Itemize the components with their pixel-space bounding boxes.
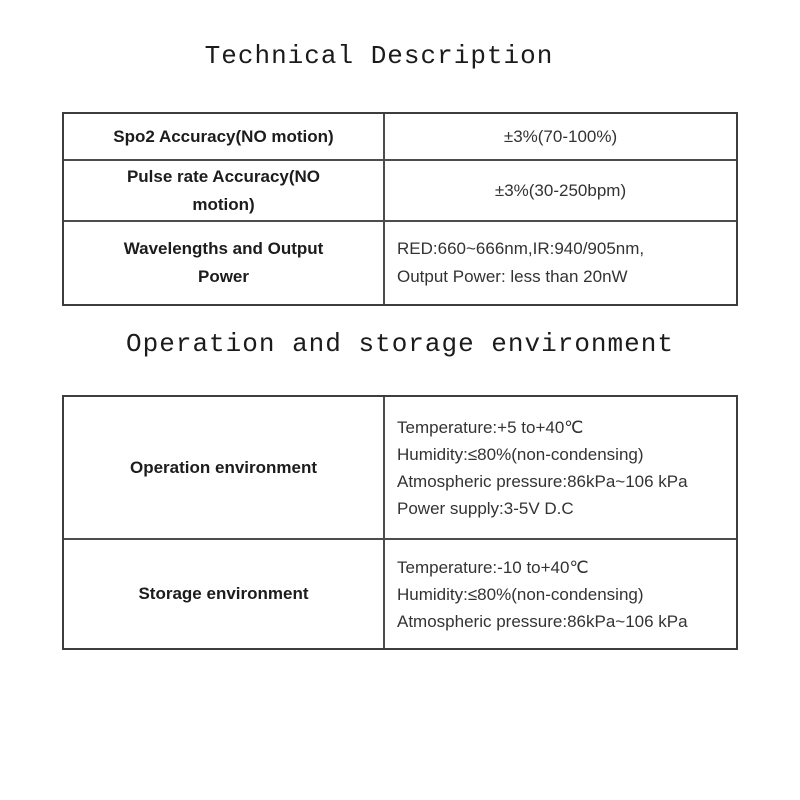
storage-humidity-value: Humidity:≤80%(non-condensing) (397, 584, 644, 604)
pulse-rate-accuracy-label-cell (64, 161, 385, 221)
operation-temperature-value: Temperature:+5 to+40℃ (397, 417, 584, 437)
pulse-rate-accuracy-label: Pulse rate Accuracy(NO motion) (126, 167, 321, 214)
table-row-pulse-rate-accuracy (64, 159, 736, 220)
spo2-accuracy-label-cell (64, 114, 385, 159)
wavelengths-value-cell (385, 222, 736, 304)
table-row-storage-environment (64, 538, 736, 648)
wavelengths-value-line-1: RED:660~666nm,IR:940/905nm, (397, 239, 645, 258)
storage-environment-label: Storage environment (138, 584, 309, 603)
storage-environment-value-cell (385, 540, 736, 648)
operation-environment-value-cell (385, 397, 736, 538)
operation-environment-label: Operation environment (129, 457, 318, 477)
technical-description-table (62, 112, 738, 306)
wavelengths-label-cell (64, 222, 385, 304)
table-row-spo2-accuracy (64, 114, 736, 159)
spo2-accuracy-value-cell (385, 114, 736, 159)
technical-description-title: Technical Description (204, 41, 554, 71)
storage-environment-label-cell (64, 540, 385, 648)
spo2-accuracy-label: Spo2 Accuracy(NO motion) (113, 126, 334, 146)
pulse-rate-accuracy-value-cell (385, 161, 736, 221)
storage-temperature-value: Temperature:-10 to+40℃ (397, 557, 589, 577)
operation-humidity-value: Humidity:≤80%(non-condensing) (397, 444, 644, 464)
operation-storage-environment-title: Operation and storage environment (126, 329, 674, 359)
operation-pressure-value: Atmospheric pressure:86kPa~106 kPa (397, 471, 688, 491)
spo2-accuracy-value: ±3%(70-100%) (503, 126, 618, 146)
wavelengths-label: Wavelengths and Output Power (123, 239, 324, 286)
storage-pressure-value: Atmospheric pressure:86kPa~106 kPa (397, 611, 688, 631)
operation-power-supply-value: Power supply:3-5V D.C (397, 498, 574, 518)
pulse-rate-accuracy-value: ±3%(30-250bpm) (494, 181, 627, 200)
table-row-operation-environment (64, 397, 736, 538)
environment-table (62, 395, 738, 650)
wavelengths-value-line-2: Output Power: less than 20nW (397, 267, 628, 286)
table-row-wavelengths-output-power (64, 220, 736, 304)
operation-environment-label-cell (64, 397, 385, 538)
